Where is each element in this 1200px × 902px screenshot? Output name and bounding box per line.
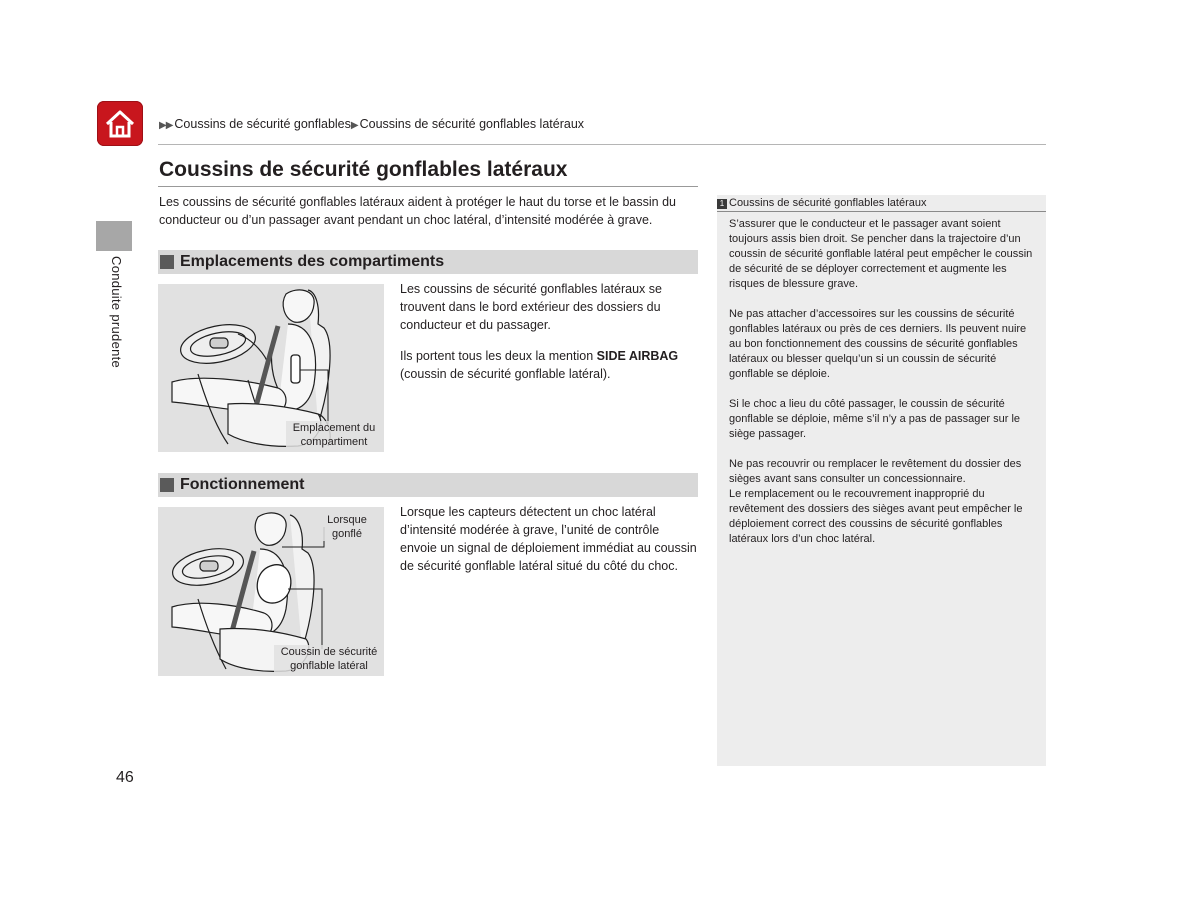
figure-airbag-location [158,284,384,452]
locations-paragraph-2 [400,347,700,383]
home-button[interactable] [97,101,143,146]
section-square-icon [160,478,174,492]
side-note-2: Ne pas attacher d’accessoires sur les coussins de sécurité gonflables latéraux ou près de ces derniers. Ils peuvent nuire au bon fonctionnement des coussins de sécurité gonflables latéraux ou blesser quelqu’un si un coussin de sécurité gonflable se déploie. [729,308,1027,380]
section-heading-text: Fonctionnement [180,476,305,493]
label-line: Lorsque [327,514,367,526]
home-icon [103,108,137,140]
breadcrumb-arrows-icon: ▶▶ [159,120,173,131]
side-airbag-label: SIDE AIRBAG [596,349,679,363]
figure-label-side-airbag [274,645,384,673]
breadcrumb [159,117,584,131]
side-note-4b: Le remplacement ou le recouvrement inapproprié du revêtement des dossiers des sièges avant peut empêcher le déploiement correct des coussins de sécurité gonflables latéraux lors d’un choc latéral. [729,488,1023,545]
breadcrumb-current[interactable]: Coussins de sécurité gonflables latéraux [359,117,585,131]
section-heading-locations [158,250,698,274]
page-title: Coussins de sécurité gonflables latéraux [159,158,568,181]
label-line: gonflable latéral [290,660,368,672]
section-heading-text: Emplacements des compartiments [180,253,445,270]
caption-line: compartiment [300,436,368,448]
label-line: Coussin de sécurité [280,646,378,658]
side-note-4a: Ne pas recouvrir ou remplacer le revêtement du dossier des sièges avant sans consulter un concessionnaire. [729,458,1022,485]
chapter-tab[interactable] [96,221,132,251]
caption-line: Emplacement du [292,422,376,434]
chapter-label: Conduite prudente [109,256,124,369]
figure-caption-location [286,421,382,449]
breadcrumb-separator-icon: ▶ [350,120,358,131]
text-prefix: Ils portent tous les deux la mention [400,349,597,363]
section-square-icon [160,255,174,269]
figure-airbag-deployed [158,507,384,676]
figure-label-inflated [316,513,378,541]
note-marker-icon: 1 [717,199,727,209]
side-notes-panel [717,195,1046,766]
header-rule [158,144,1046,145]
intro-paragraph: Les coussins de sécurité gonflables latéraux aident à protéger le haut du torse et le bassin du conducteur ou d’un passager avant pendant un choc latéral, d’intensité modérée à grave. [159,195,676,227]
operation-paragraph: Lorsque les capteurs détectent un choc latéral d’intensité modérée à grave, l’unité de contrôle envoie un signal de déploiement immédiat au coussin de sécurité gonflable latéral situé du côté du choc. [400,505,697,573]
title-rule [158,186,698,187]
label-line: gonflé [332,528,362,540]
text-suffix: (coussin de sécurité gonflable latéral). [400,367,611,381]
side-panel-title [717,195,1046,212]
side-note-3: Si le choc a lieu du côté passager, le coussin de sécurité gonflable se déploie, même s’il n’y a pas de passager sur le siège passager. [729,398,1021,440]
breadcrumb-link-airbags[interactable]: Coussins de sécurité gonflables [174,117,351,131]
section-heading-operation [158,473,698,497]
page-number: 46 [116,769,134,786]
locations-paragraph-1: Les coussins de sécurité gonflables latéraux se trouvent dans le bord extérieur des dossiers du conducteur et du passager. [400,282,662,332]
side-panel-title-text[interactable]: Coussins de sécurité gonflables latéraux [729,197,927,209]
side-note-1: S’assurer que le conducteur et le passager avant soient toujours assis bien droit. Se pencher dans la trajectoire d’un coussin de sécurité gonflable latéral peut empêcher le coussin de sécurité de se déployer correctement et augmente les risques de blessure grave. [729,218,1033,290]
